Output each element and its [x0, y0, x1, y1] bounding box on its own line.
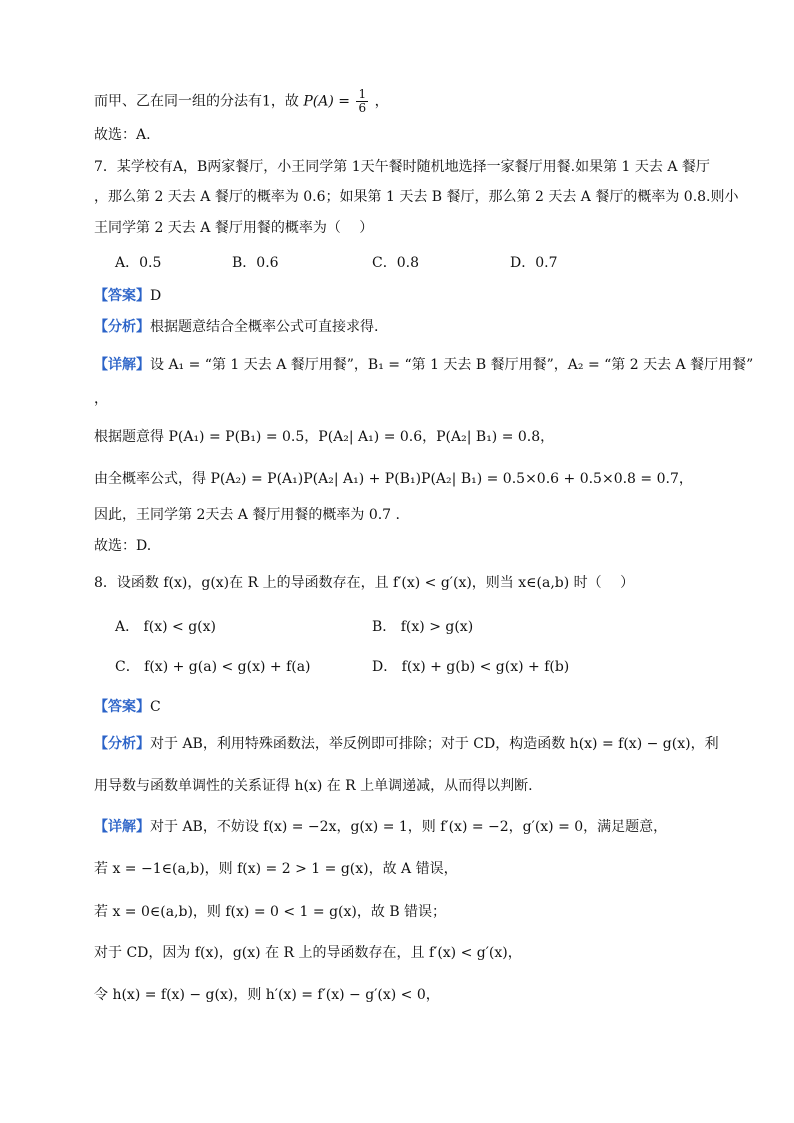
intro-math: P(A) =	[303, 93, 351, 110]
intro-post: ，	[374, 93, 389, 110]
answer-value: C	[150, 699, 161, 715]
q7-stem-1: 7．某学校有A，B两家餐厅，小王同学第 1天午餐时随机地选择一家餐厅用餐.如果第 1 天去 A 餐厅	[94, 159, 710, 175]
q8-option-a: A． f(x) < g(x)	[115, 619, 216, 635]
q7-detail-1b: ，	[94, 391, 108, 407]
q7-detail-3: 由全概率公式，得 P(A₂) = P(A₁)P(A₂| A₁) + P(B₁)P(A₂| B₁) = 0.5×0.6 + 0.5×0.8 = 0.7，	[94, 471, 693, 487]
q8-detail-2: 若 x = −1∈(a,b)，则 f(x) = 2 > 1 = g(x)，故 A 错误，	[94, 861, 458, 877]
q8-analysis-2: 用导数与函数单调性的关系证得 h(x) 在 R 上单调递减，从而得以判断.	[94, 778, 533, 794]
q8-option-d: D． f(x) + g(b) < g(x) + f(b)	[372, 659, 570, 675]
analysis-text: 对于 AB，利用特殊函数法，举反例即可排除；对于 CD，构造函数 h(x) = f(x) − g(x)，利	[150, 736, 719, 752]
analysis-text: 根据题意结合全概率公式可直接求得.	[150, 319, 379, 335]
q7-stem-2: ，那么第 2 天去 A 餐厅的概率为 0.6；如果第 1 天去 B 餐厅，那么第 2 天去 A 餐厅的概率为 0.8.则小	[94, 189, 739, 205]
fraction-numerator: 1	[358, 87, 367, 101]
q7-detail-1	[94, 356, 753, 374]
fraction	[356, 88, 368, 115]
q8-detail-3: 若 x = 0∈(a,b)，则 f(x) = 0 < 1 = g(x)，故 B 错误；	[94, 904, 447, 920]
q8-detail-4: 对于 CD，因为 f(x)，g(x) 在 R 上的导函数存在，且 f′(x) < g′(x)，	[94, 945, 522, 961]
detail-tag: 【详解】	[94, 819, 150, 835]
q7-detail-4: 因此，王同学第 2天去 A 餐厅用餐的概率为 0.7 .	[94, 507, 400, 523]
q7-option-b: B．0.6	[232, 255, 279, 271]
q7-option-c: C．0.8	[372, 255, 419, 271]
q7-option-d: D．0.7	[510, 255, 558, 271]
q7-detail-5: 故选：D.	[94, 538, 152, 554]
intro-line-1	[94, 88, 389, 115]
intro-line-2: 故选：A.	[94, 127, 151, 143]
q8-analysis-1	[94, 735, 719, 753]
analysis-tag: 【分析】	[94, 736, 150, 752]
answer-tag: 【答案】	[94, 288, 150, 304]
q8-option-b: B． f(x) > g(x)	[372, 619, 474, 635]
answer-tag: 【答案】	[94, 699, 150, 715]
answer-value: D	[150, 288, 162, 304]
detail-text: 对于 AB，不妨设 f(x) = −2x，g(x) = 1，则 f′(x) = −2，g′(x) = 0，满足题意，	[150, 819, 668, 835]
intro-text: 而甲、乙在同一组的分法有1，故	[94, 93, 299, 110]
q7-answer	[94, 287, 161, 305]
q8-detail-1	[94, 818, 667, 836]
q8-stem: 8．设函数 f(x)，g(x)在 R 上的导函数存在，且 f′(x) < g′(x)，则当 x∈(a,b) 时（ ）	[94, 575, 635, 591]
q8-detail-5: 令 h(x) = f(x) − g(x)，则 h′(x) = f′(x) − g′(x) < 0，	[94, 987, 440, 1003]
fraction-denominator: 6	[358, 101, 367, 115]
analysis-tag: 【分析】	[94, 319, 150, 335]
q7-stem-3: 王同学第 2 天去 A 餐厅用餐的概率为（ ）	[94, 220, 374, 236]
q8-option-c: C． f(x) + g(a) < g(x) + f(a)	[115, 659, 311, 675]
detail-text: 设 A₁ = “第 1 天去 A 餐厅用餐”，B₁ = “第 1 天去 B 餐厅用餐”，A₂ = “第 2 天去 A 餐厅用餐”	[150, 357, 754, 373]
q8-answer	[94, 698, 161, 716]
detail-tag: 【详解】	[94, 357, 150, 373]
q7-analysis	[94, 318, 378, 336]
q7-detail-2: 根据题意得 P(A₁) = P(B₁) = 0.5，P(A₂| A₁) = 0.6，P(A₂| B₁) = 0.8，	[94, 429, 555, 445]
q7-option-a: A．0.5	[115, 255, 162, 271]
